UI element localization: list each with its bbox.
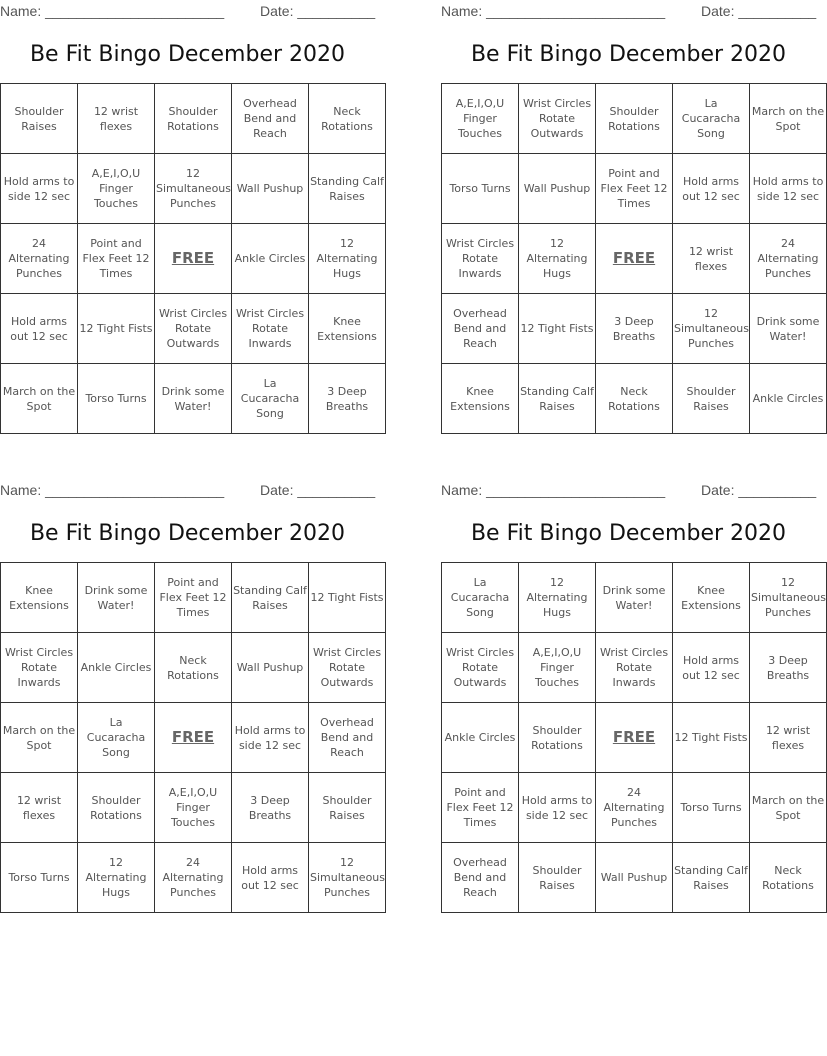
bingo-cell: Hold arms to side 12 sec <box>1 154 78 224</box>
bingo-cell: Overhead Bend and Reach <box>442 294 519 364</box>
bingo-card-1 <box>0 0 384 440</box>
bingo-cell: Wrist Circles Rotate Inwards <box>442 224 519 294</box>
card-title: Be Fit Bingo December 2020 <box>470 42 787 67</box>
bingo-row <box>442 843 827 913</box>
bingo-cell: Neck Rotations <box>750 843 827 913</box>
bingo-row <box>1 563 386 633</box>
free-space: FREE <box>155 703 232 773</box>
name-field[interactable]: Name: _______________________ <box>441 3 666 19</box>
bingo-cell: 24 Alternating Punches <box>596 773 673 843</box>
bingo-cell: 12 Simultaneous Punches <box>750 563 827 633</box>
bingo-cell: Drink some Water! <box>155 364 232 434</box>
free-space: FREE <box>596 224 673 294</box>
bingo-row <box>1 224 386 294</box>
bingo-grid <box>441 83 827 434</box>
bingo-row <box>1 773 386 843</box>
bingo-cell: Knee Extensions <box>309 294 386 364</box>
bingo-row <box>1 703 386 773</box>
bingo-cell: Drink some Water! <box>750 294 827 364</box>
bingo-cell: Point and Flex Feet 12 Times <box>596 154 673 224</box>
free-space: FREE <box>155 224 232 294</box>
name-field[interactable]: Name: _______________________ <box>441 482 666 498</box>
bingo-cell: 12 Alternating Hugs <box>309 224 386 294</box>
bingo-row <box>1 633 386 703</box>
bingo-cell: Overhead Bend and Reach <box>232 84 309 154</box>
bingo-row <box>1 294 386 364</box>
bingo-row <box>442 364 827 434</box>
bingo-cell: Drink some Water! <box>78 563 155 633</box>
bingo-cell: 12 wrist flexes <box>750 703 827 773</box>
bingo-cell: A,E,I,O,U Finger Touches <box>78 154 155 224</box>
bingo-cell: 12 Simultaneous Punches <box>155 154 232 224</box>
bingo-row <box>442 224 827 294</box>
bingo-row <box>442 294 827 364</box>
bingo-grid <box>441 562 827 913</box>
bingo-row <box>442 563 827 633</box>
bingo-cell: Hold arms to side 12 sec <box>519 773 596 843</box>
bingo-row <box>442 773 827 843</box>
bingo-cell: Wall Pushup <box>232 633 309 703</box>
bingo-card-2 <box>441 0 825 440</box>
bingo-cell: 12 wrist flexes <box>673 224 750 294</box>
bingo-cell: Overhead Bend and Reach <box>442 843 519 913</box>
free-space: FREE <box>596 703 673 773</box>
bingo-cell: 12 Simultaneous Punches <box>673 294 750 364</box>
bingo-cell: 24 Alternating Punches <box>155 843 232 913</box>
bingo-row <box>1 364 386 434</box>
bingo-cell: Shoulder Rotations <box>78 773 155 843</box>
bingo-cell: 24 Alternating Punches <box>1 224 78 294</box>
bingo-cell: March on the Spot <box>750 84 827 154</box>
bingo-cell: Hold arms out 12 sec <box>673 633 750 703</box>
bingo-cell: Shoulder Raises <box>309 773 386 843</box>
bingo-row <box>442 633 827 703</box>
bingo-cell: Neck Rotations <box>155 633 232 703</box>
bingo-row <box>1 154 386 224</box>
bingo-cell: Wall Pushup <box>519 154 596 224</box>
bingo-cell: La Cucaracha Song <box>232 364 309 434</box>
bingo-cell: 12 Tight Fists <box>673 703 750 773</box>
card-title: Be Fit Bingo December 2020 <box>29 42 346 67</box>
bingo-cell: Knee Extensions <box>1 563 78 633</box>
bingo-cell: 12 Simultaneous Punches <box>309 843 386 913</box>
bingo-cell: Wrist Circles Rotate Outwards <box>155 294 232 364</box>
bingo-row <box>1 843 386 913</box>
bingo-cell: Wall Pushup <box>596 843 673 913</box>
name-field[interactable]: Name: _______________________ <box>0 482 225 498</box>
bingo-cell: 12 wrist flexes <box>78 84 155 154</box>
bingo-cell: Hold arms out 12 sec <box>232 843 309 913</box>
bingo-row <box>442 154 827 224</box>
bingo-cell: Shoulder Rotations <box>596 84 673 154</box>
bingo-cell: La Cucaracha Song <box>78 703 155 773</box>
bingo-cell: March on the Spot <box>1 364 78 434</box>
bingo-cell: Ankle Circles <box>232 224 309 294</box>
bingo-grid <box>0 83 386 434</box>
bingo-cell: Point and Flex Feet 12 Times <box>442 773 519 843</box>
card-title: Be Fit Bingo December 2020 <box>29 521 346 546</box>
date-field[interactable]: Date: __________ <box>701 3 817 19</box>
bingo-grid <box>0 562 386 913</box>
bingo-cell: Torso Turns <box>442 154 519 224</box>
bingo-card-3 <box>0 479 386 919</box>
bingo-cell: Standing Calf Raises <box>309 154 386 224</box>
date-field[interactable]: Date: __________ <box>701 482 817 498</box>
bingo-cell: Torso Turns <box>673 773 750 843</box>
bingo-cell: Shoulder Raises <box>1 84 78 154</box>
bingo-cell: Knee Extensions <box>673 563 750 633</box>
bingo-row <box>442 703 827 773</box>
bingo-cell: A,E,I,O,U Finger Touches <box>442 84 519 154</box>
bingo-cell: Neck Rotations <box>596 364 673 434</box>
bingo-row <box>442 84 827 154</box>
bingo-cell: Ankle Circles <box>78 633 155 703</box>
bingo-cell: Neck Rotations <box>309 84 386 154</box>
bingo-cell: 12 Tight Fists <box>309 563 386 633</box>
bingo-cell: March on the Spot <box>750 773 827 843</box>
bingo-cell: Torso Turns <box>1 843 78 913</box>
bingo-cell: La Cucaracha Song <box>673 84 750 154</box>
bingo-cell: Drink some Water! <box>596 563 673 633</box>
bingo-cell: Overhead Bend and Reach <box>309 703 386 773</box>
bingo-cell: Shoulder Rotations <box>155 84 232 154</box>
name-field[interactable]: Name: _______________________ <box>0 3 225 19</box>
bingo-cell: Knee Extensions <box>442 364 519 434</box>
bingo-cell: Wrist Circles Rotate Outwards <box>442 633 519 703</box>
bingo-cell: Wrist Circles Rotate Inwards <box>232 294 309 364</box>
bingo-cell: Hold arms out 12 sec <box>673 154 750 224</box>
bingo-cell: 3 Deep Breaths <box>309 364 386 434</box>
bingo-cell: 12 wrist flexes <box>1 773 78 843</box>
bingo-cell: 12 Tight Fists <box>78 294 155 364</box>
bingo-cell: Point and Flex Feet 12 Times <box>78 224 155 294</box>
bingo-cell: Shoulder Rotations <box>519 703 596 773</box>
bingo-cell: Standing Calf Raises <box>232 563 309 633</box>
bingo-cell: Wrist Circles Rotate Outwards <box>309 633 386 703</box>
bingo-cell: A,E,I,O,U Finger Touches <box>519 633 596 703</box>
bingo-cell: Point and Flex Feet 12 Times <box>155 563 232 633</box>
bingo-cell: Standing Calf Raises <box>519 364 596 434</box>
bingo-cell: Wrist Circles Rotate Inwards <box>1 633 78 703</box>
bingo-cell: Wall Pushup <box>232 154 309 224</box>
bingo-cell: Hold arms out 12 sec <box>1 294 78 364</box>
date-field[interactable]: Date: __________ <box>260 3 376 19</box>
date-field[interactable]: Date: __________ <box>260 482 376 498</box>
bingo-card-4 <box>441 479 827 919</box>
bingo-cell: 12 Alternating Hugs <box>519 224 596 294</box>
bingo-cell: Shoulder Raises <box>519 843 596 913</box>
bingo-cell: Ankle Circles <box>442 703 519 773</box>
bingo-cell: Ankle Circles <box>750 364 827 434</box>
bingo-cell: 24 Alternating Punches <box>750 224 827 294</box>
bingo-cell: March on the Spot <box>1 703 78 773</box>
bingo-cell: Hold arms to side 12 sec <box>750 154 827 224</box>
bingo-cell: 12 Alternating Hugs <box>519 563 596 633</box>
card-title: Be Fit Bingo December 2020 <box>470 521 787 546</box>
bingo-cell: Torso Turns <box>78 364 155 434</box>
bingo-cell: Wrist Circles Rotate Outwards <box>519 84 596 154</box>
bingo-cell: Standing Calf Raises <box>673 843 750 913</box>
bingo-cell: 12 Tight Fists <box>519 294 596 364</box>
bingo-cell: 12 Alternating Hugs <box>78 843 155 913</box>
bingo-row <box>1 84 386 154</box>
bingo-cell: 3 Deep Breaths <box>596 294 673 364</box>
bingo-cell: Wrist Circles Rotate Inwards <box>596 633 673 703</box>
bingo-cell: Shoulder Raises <box>673 364 750 434</box>
bingo-cell: La Cucaracha Song <box>442 563 519 633</box>
bingo-cell: Hold arms to side 12 sec <box>232 703 309 773</box>
bingo-cell: 3 Deep Breaths <box>232 773 309 843</box>
bingo-cell: A,E,I,O,U Finger Touches <box>155 773 232 843</box>
bingo-cell: 3 Deep Breaths <box>750 633 827 703</box>
